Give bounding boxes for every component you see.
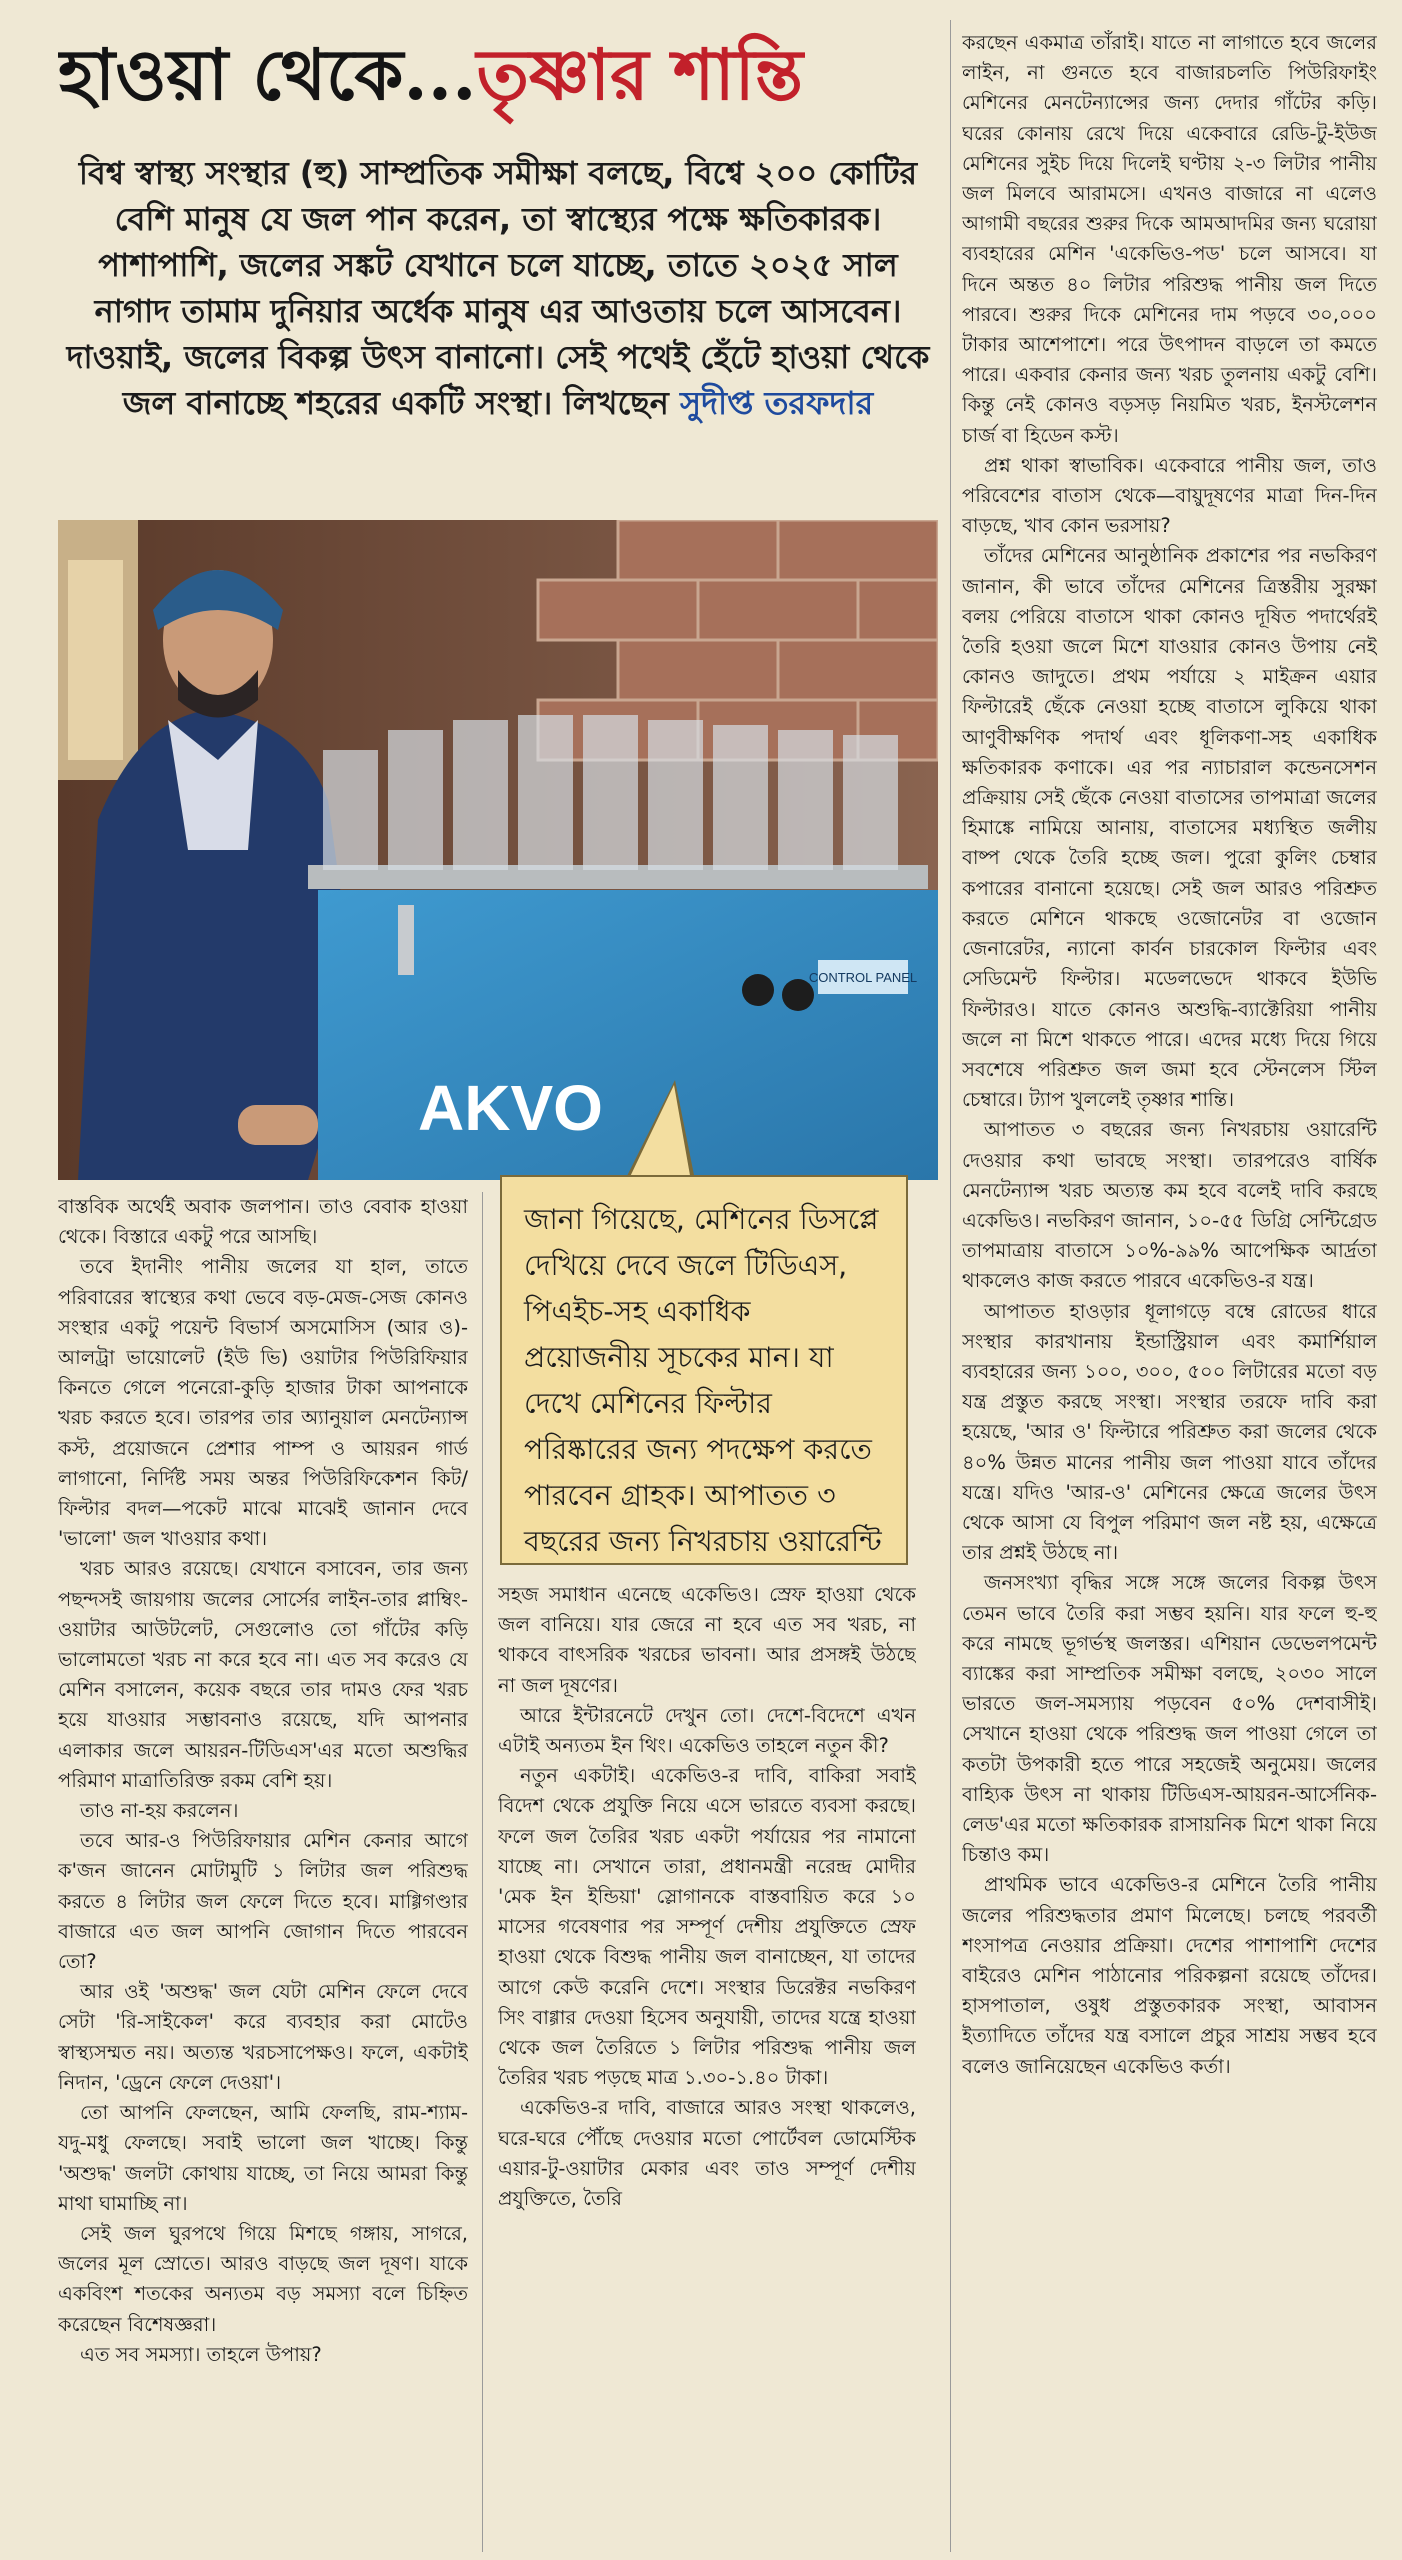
col1-para-6: আর ওই 'অশুদ্ধ' জল যেটা মেশিন ফেলে দেবে সেটা 'রি-সাইকেল' করে ব্যবহার করা মোটেও স্বাস্থ্যসম্মত নয়। অত্যন্ত খরচসাপেক্ষও। ফলে, একটাই নিদান, 'ড্রেনে ফেলে দেওয়া'।	[58, 1980, 468, 2094]
headline-part-1: হাওয়া থেকে...	[58, 33, 477, 116]
photo-illustration	[58, 520, 938, 1180]
callout-box	[500, 1175, 908, 1565]
control-panel-label: CONTROL PANEL	[808, 970, 918, 985]
lead-text: বিশ্ব স্বাস্থ্য সংস্থার (হু) সাম্প্রতিক সমীক্ষা বলছে, বিশ্বে ২০০ কোটির বেশি মানুষ যে জল পান করেন, তা স্বাস্থ্যের পক্ষে ক্ষতিকারক। পাশাপাশি, জলের সঙ্কট যেখানে চলে যাচ্ছে, তাতে ২০২৫ সাল নাগাদ তামাম দুনিয়ার অর্ধেক মানুষ এর আওতায় চলে আসবেন। দাওয়াই, জলের বিকল্প উৎস বানানো। সেই পথেই হেঁটে হাওয়া থেকে জল বানাচ্ছে শহরের একটি সংস্থা। লিখছেন	[66, 154, 930, 422]
callout-text: জানা গিয়েছে, মেশিনের ডিসপ্লে দেখিয়ে দেবে জলে টিডিএস, পিএইচ-সহ একাধিক প্রয়োজনীয় সূচকের মান। যা দেখে মেশিনের ফিল্টার পরিষ্কারের জন্য পদক্ষেপ করতে পারবেন গ্রাহক। আপাতত ৩ বছরের জন্য নিখরচায় ওয়ারেন্টি	[524, 1203, 882, 1558]
byline: সুদীপ্ত তরফদার	[680, 384, 874, 422]
col3-para-5: আপাতত হাওড়ার ধূলাগড়ে বম্বে রোডের ধারে সংস্থার কারখানায় ইন্ডাস্ট্রিয়াল এবং কমার্শিয়াল ব্যবহারের জন্য ১০০, ৩০০, ৫০০ লিটারের মতো বড় যন্ত্র প্রস্তুত করছে সংস্থা। সংস্থার তরফে দাবি করা হয়েছে, 'আর ও' ফিল্টারে পরিশ্রুত করা জলের থেকে ৪০% উন্নত মানের পানীয় জল পাওয়া যাবে তাঁদের যন্ত্রে। যদিও 'আর-ও' মেশিনের ক্ষেত্রে জলের উৎস থেকে আসা যে বিপুল পরিমাণ জল নষ্ট হয়, এক্ষেত্রে তার প্রশ্নই উঠছে না।	[962, 1299, 1377, 1565]
article-column-1	[58, 1192, 468, 2560]
col1-para-9: এত সব সমস্যা। তাহলে উপায়?	[80, 2342, 322, 2366]
callout-tail-inner	[628, 1085, 691, 1181]
col3-para-7: প্রাথমিক ভাবে একেভিও-র মেশিনে তৈরি পানীয় জলের পরিশুদ্ধতার প্রমাণ মিলেছে। চলছে পরবর্তী শংসাপত্র নেওয়ার প্রক্রিয়া। দেশের পাশাপাশি দেশের বাইরেও মেশিন পাঠানোর পরিকল্পনা রয়েছে তাঁদের। হাসপাতাল, ওষুধ প্রস্তুতকারক সংস্থা, আবাসন ইত্যাদিতে তাঁদের যন্ত্র বসালে প্রচুর সাশ্রয় সম্ভব হবে বলেও জানিয়েছেন একেভিও কর্তা।	[962, 1873, 1377, 2078]
machine-brand-label: AKVO	[418, 1072, 603, 1144]
column-divider-1	[482, 1192, 483, 2552]
col3-para-2: প্রশ্ন থাকা স্বাভাবিক। একেবারে পানীয় জল, তাও পরিবেশের বাতাস থেকে—বায়ুদূষণের মাত্রা দিন-দিন বাড়ছে, খাব কোন ভরসায়?	[962, 453, 1377, 538]
article-column-3	[962, 28, 1377, 2558]
col2-para-4: একেভিও-র দাবি, বাজারে আরও সংস্থা থাকলেও, ঘরে-ঘরে পৌঁছে দেওয়ার মতো পোর্টেবল ডোমেস্টিক এয়ার-টু-ওয়াটার মেকার এবং তাও সম্পূর্ণ দেশীয় প্রযুক্তিতে, তৈরি	[498, 2096, 916, 2211]
col1-para-5: তবে আর-ও পিউরিফায়ার মেশিন কেনার আগে ক'জন জানেন মোটামুটি ১ লিটার জল পরিশুদ্ধ করতে ৪ লিটার জল ফেলে দিতে হবে। মাগ্গিগণ্ডার বাজারে এত জল আপনি জোগান দিতে পারবেন তো?	[58, 1829, 468, 1974]
col1-para-2: তবে ইদানীং পানীয় জলের যা হাল, তাতে পরিবারের স্বাস্থ্যের কথা ভেবে বড়-মেজ-সেজ কোনও সংস্থার একটু পয়েন্ট বিভার্স অসমোসিস (আর ও)-আলট্রা ভায়োলেট (ইউ ভি) ওয়াটার পিউরিফিয়ার কিনতে গেলে পনেরো-কুড়ি হাজার টাকা আপনাকে খরচ করতে হবে। তারপর তার অ্যানুয়াল মেনটেন্যান্স কস্ট, প্রয়োজনে প্রেশার পাম্প ও আয়রন গার্ড লাগানো, নির্দিষ্ট সময় অন্তর পিউরিফিকেশন কিট/ফিল্টার বদল—পকেট মাঝে মাঝেই জানান দেবে 'ভালো' জল খাওয়ার কথা।	[58, 1255, 468, 1551]
article-column-2	[498, 1580, 916, 2560]
lead-paragraph	[58, 150, 938, 520]
col3-para-4: আপাতত ৩ বছরের জন্য নিখরচায় ওয়ারেন্টি দেওয়ার কথা ভাবছে সংস্থা। তারপরেও বার্ষিক মেনটেন্যান্স খরচ অত্যন্ত কম হবে বলেই দাবি করছে একেভিও। নভকিরণ জানান, ১০-৫৫ ডিগ্রি সেন্টিগ্রেড তাপমাত্রায় বাতাসে ১০%-৯৯% আপেক্ষিক আর্দ্রতা থাকলেও কাজ করতে পারবে একেভিও-র যন্ত্র।	[962, 1118, 1377, 1293]
col1-para-8: সেই জল ঘুরপথে গিয়ে মিশছে গঙ্গায়, সাগরে, জলের মূল স্রোতে। আরও বাড়ছে জল দূষণ। যাকে একবিংশ শতকের অন্যতম বড় সমস্যা বলে চিহ্নিত করেছেন বিশেষজ্ঞরা।	[58, 2221, 468, 2336]
col1-para-1: বাস্তবিক অর্থেই অবাক জলপান। তাও বেবাক হাওয়া থেকে। বিস্তারে একটু পরে আসছি।	[58, 1195, 468, 1249]
col2-para-1: সহজ সমাধান এনেছে একেভিও। স্রেফ হাওয়া থেকে জল বানিয়ে। যার জেরে না হবে এত সব খরচ, না থাকবে বাৎসরিক খরচের ভাবনা। আর প্রসঙ্গই উঠছে না জল দূষণের।	[498, 1583, 916, 1697]
col3-para-6: জনসংখ্যা বৃদ্ধির সঙ্গে সঙ্গে জলের বিকল্প উৎস তেমন ভাবে তৈরি করা সম্ভব হয়নি। যার ফলে হু-হু করে নামছে ভূগর্ভস্থ জলস্তর। এশিয়ান ডেভেলপমেন্ট ব্যাঙ্কের করা সাম্প্রতিক সমীক্ষা বলছে, ২০৩০ সালে ভারতে জল-সমস্যায় পড়বেন ৫০% দেশবাসীই। সেখানে হাওয়া থেকে পরিশুদ্ধ জল পাওয়া গেলে তা কতটা উপকারী হতে পারে সহজেই অনুমেয়। জলের বাহ্যিক উৎস না থাকায় টিডিএস-আয়রন-আর্সেনিক-লেড'এর মতো ক্ষতিকারক রাসায়নিক মিশে থাকা নিয়ে চিন্তাও কম।	[962, 1571, 1377, 1867]
col2-para-2: আরে ইন্টারনেটে দেখুন তো। দেশে-বিদেশে এখন এটাই অন্যতম ইন থিং। একেভিও তাহলে নতুন কী?	[498, 1703, 916, 1758]
headline	[58, 20, 938, 130]
col1-para-7: তো আপনি ফেলছেন, আমি ফেলছি, রাম-শ্যাম-যদু-মধু ফেলছে। সবাই ভালো জল খাচ্ছে। কিন্তু 'অশুদ্ধ' জলটা কোথায় যাচ্ছে, তা নিয়ে আমরা কিন্তু মাথা ঘামাচ্ছি না।	[58, 2101, 468, 2215]
column-divider-2	[950, 20, 951, 2552]
article-photo	[58, 520, 938, 1180]
col3-para-3: তাঁদের মেশিনের আনুষ্ঠানিক প্রকাশের পর নভকিরণ জানান, কী ভাবে তাঁদের মেশিনের ত্রিস্তরীয় সুরক্ষা বলয় পেরিয়ে বাতাসে থাকা কোনও দূষিত পদার্থেরই তৈরি হওয়া জলে মিশে যাওয়ার কোনও উপায় নেই কোনও জাদুতে। প্রথম পর্যায়ে ২ মাইক্রন এয়ার ফিল্টারেই ছেঁকে নেওয়া হচ্ছে বাতাসে লুকিয়ে থাকা আণুবীক্ষণিক পদার্থ এবং ধূলিকণা-সহ একাধিক ক্ষতিকারক কণাকে। এর পর ন্যাচারাল কন্ডেনসেশন প্রক্রিয়ায় সেই ছেঁকে নেওয়া বাতাসের তাপমাত্রা জলের হিমাঙ্কে নামিয়ে আনায়, বাতাসের মধ্যস্থিত জলীয় বাষ্প থেকে তৈরি হচ্ছে জল। পুরো কুলিং চেম্বার কপারের বানানো হয়েছে। সেই জল আরও পরিশ্রুত করতে মেশিনে থাকছে ওজোনেটর বা ওজোন জেনারেটর, ন্যানো কার্বন চারকোল ফিল্টার এবং সেডিমেন্ট ফিল্টার। মডেলভেদে থাকবে ইউভি ফিল্টারও। যাতে কোনও অশুদ্ধি-ব্যাক্টেরিয়া পানীয় জলে না মিশে থাকতে পারে। এদের মধ্যে দিয়ে গিয়ে সবশেষে পরিশ্রুত জল জমা হবে স্টেনলেস স্টিল চেম্বারে। ট্যাপ খুললেই তৃষ্ণার শান্তি।	[962, 544, 1377, 1112]
headline-part-2: তৃষ্ণার শান্তি	[476, 33, 803, 116]
col1-para-4: তাও না-হয় করলেন।	[80, 1799, 239, 1823]
col2-para-3: নতুন একটাই। একেভিও-র দাবি, বাকিরা সবাই বিদেশ থেকে প্রযুক্তি নিয়ে এসে ভারতে ব্যবসা করছে। ফলে জল তৈরির খরচ একটা পর্যায়ের পর নামানো যাচ্ছে না। সেখানে তারা, প্রধানমন্ত্রী নরেন্দ্র মোদীর 'মেক ইন ইন্ডিয়া' স্লোগানকে বাস্তবায়িত করে ১০ মাসের গবেষণার পর সম্পূর্ণ দেশীয় প্রযুক্তিতে স্রেফ হাওয়া থেকে বিশুদ্ধ পানীয় জল বানাচ্ছেন, যা তাদের আগে কেউ করেনি দেশে। সংস্থার ডিরেক্টর নভকিরণ সিং বাগ্গার দেওয়া হিসেব অনুযায়ী, তাদের যন্ত্রে হাওয়া থেকে জল তৈরিতে ১ লিটার পরিশুদ্ধ পানীয় জল তৈরির খরচ পড়ছে মাত্র ১.৩০-১.৪০ টাকা।	[498, 1764, 916, 2090]
col1-para-3: খরচ আরও রয়েছে। যেখানে বসাবেন, তার জন্য পছন্দসই জায়গায় জলের সোর্সের লাইন-তার প্লাম্বিং-ওয়াটার আউটলেট, সেগুলোও তো গাঁটের কড়ি ভালোমতো খরচ না করে হবে না। এত সব করেও যে মেশিন বসালেন, কয়েক বছরে তার দামও ফের খরচ হয়ে যাওয়ার সম্ভাবনাও রয়েছে, যদি আপনার এলাকার জলে আয়রন-টিডিএস'এর মতো অশুদ্ধির পরিমাণ মাত্রাতিরিক্ত রকম বেশি হয়।	[58, 1557, 468, 1792]
col3-para-1: করছেন একমাত্র তাঁরাই। যাতে না লাগাতে হবে জলের লাইন, না গুনতে হবে বাজারচলতি পিউরিফাইং মেশিনের মেনটেন্যান্সের জন্য দেদার গাঁটের কড়ি। ঘরের কোনায় রেখে দিয়ে একেবারে রেডি-টু-ইউজ মেশিনের সুইচ দিয়ে দিলেই ঘণ্টায় ২-৩ লিটার পানীয় জল মিলবে আরামসে। এখনও বাজারে না এলেও আগামী বছরের শুরুর দিকে আমআদমির জন্য ঘরোয়া ব্যবহারের মেশিন 'একেভিও-পড' চলে আসবে। যা দিনে অন্তত ৪০ লিটার পরিশুদ্ধ পানীয় জল দিতে পারবে। শুরুর দিকে মেশিনের দাম পড়বে ৩০,০০০ টাকার আশেপাশে। পরে উৎপাদন বাড়লে তা কমতে পারে। একবার কেনার জন্য খরচ তুলনায় একটু বেশি। কিন্তু নেই কোনও বড়সড় নিয়মিত খরচ, ইনস্টলেশন চার্জ বা হিডেন কস্ট।	[962, 31, 1377, 447]
